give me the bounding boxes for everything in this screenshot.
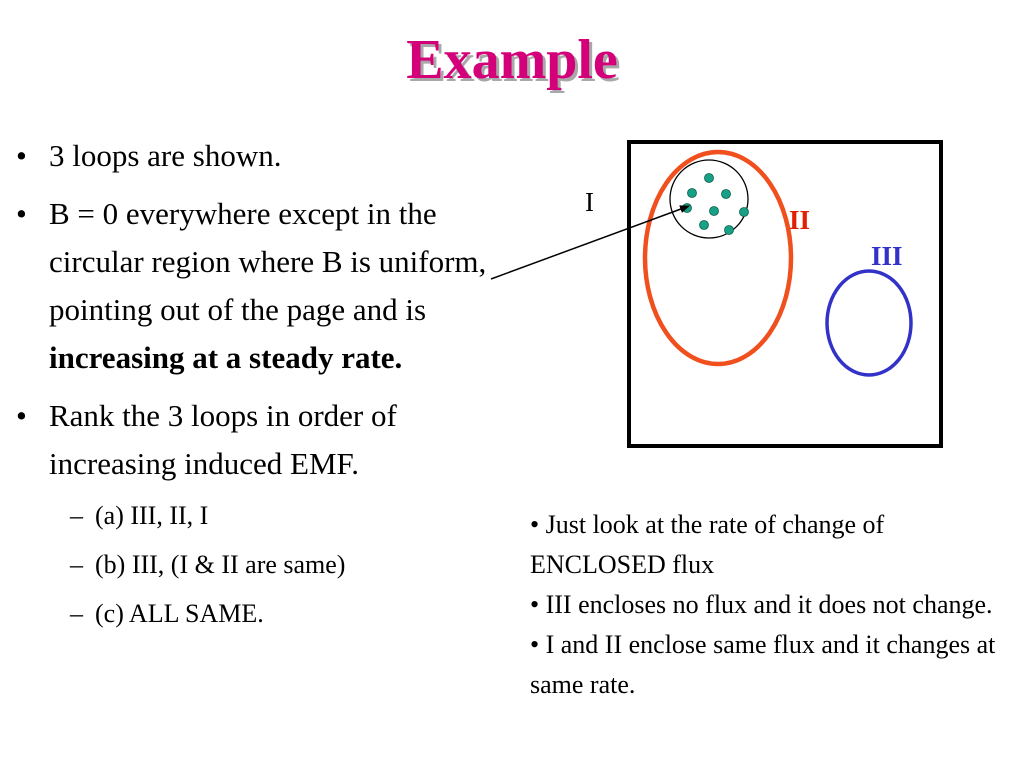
field-dot <box>710 207 719 216</box>
option-text: (a) III, II, I <box>95 501 209 530</box>
bullet-text: B = 0 everywhere except in the circular region where B is uniform, pointing out of the page and is <box>49 196 487 327</box>
field-dot <box>725 226 734 235</box>
note-loops-i-ii: • I and II enclose same flux and it changes at same rate. <box>530 630 996 699</box>
dash-marker: – <box>70 501 83 530</box>
note-enclosed-flux: • Just look at the rate of change of ENCLOSED flux <box>530 510 885 579</box>
bullet-text: 3 loops are shown. <box>49 138 282 173</box>
bullet-text-bold: increasing at a steady rate. <box>49 340 403 375</box>
loop-i-field-region <box>670 160 748 238</box>
loop-label-ii: II <box>789 205 811 235</box>
loop-label-iii: III <box>871 241 903 271</box>
bullet-text: Rank the 3 loops in order of increasing induced EMF. <box>49 398 397 481</box>
field-dot <box>688 189 697 198</box>
field-dot <box>700 221 709 230</box>
bullet-marker: • <box>16 196 27 231</box>
bullet-marker: • <box>16 398 27 433</box>
field-dot <box>740 208 749 217</box>
field-dot <box>722 190 731 199</box>
dash-marker: – <box>70 599 83 628</box>
loop-ii <box>645 152 791 364</box>
dash-marker: – <box>70 550 83 579</box>
note-loop-iii: • III encloses no flux and it does not change. <box>530 590 993 619</box>
option-text: (b) III, (I & II are same) <box>95 550 346 579</box>
option-text: (c) ALL SAME. <box>95 599 264 628</box>
loop-iii <box>827 271 911 375</box>
loop-label-i: I <box>585 187 594 217</box>
slide-title: Example <box>406 29 618 91</box>
field-dot <box>705 174 714 183</box>
explanation-notes <box>530 505 1010 705</box>
bullet-marker: • <box>16 138 27 173</box>
